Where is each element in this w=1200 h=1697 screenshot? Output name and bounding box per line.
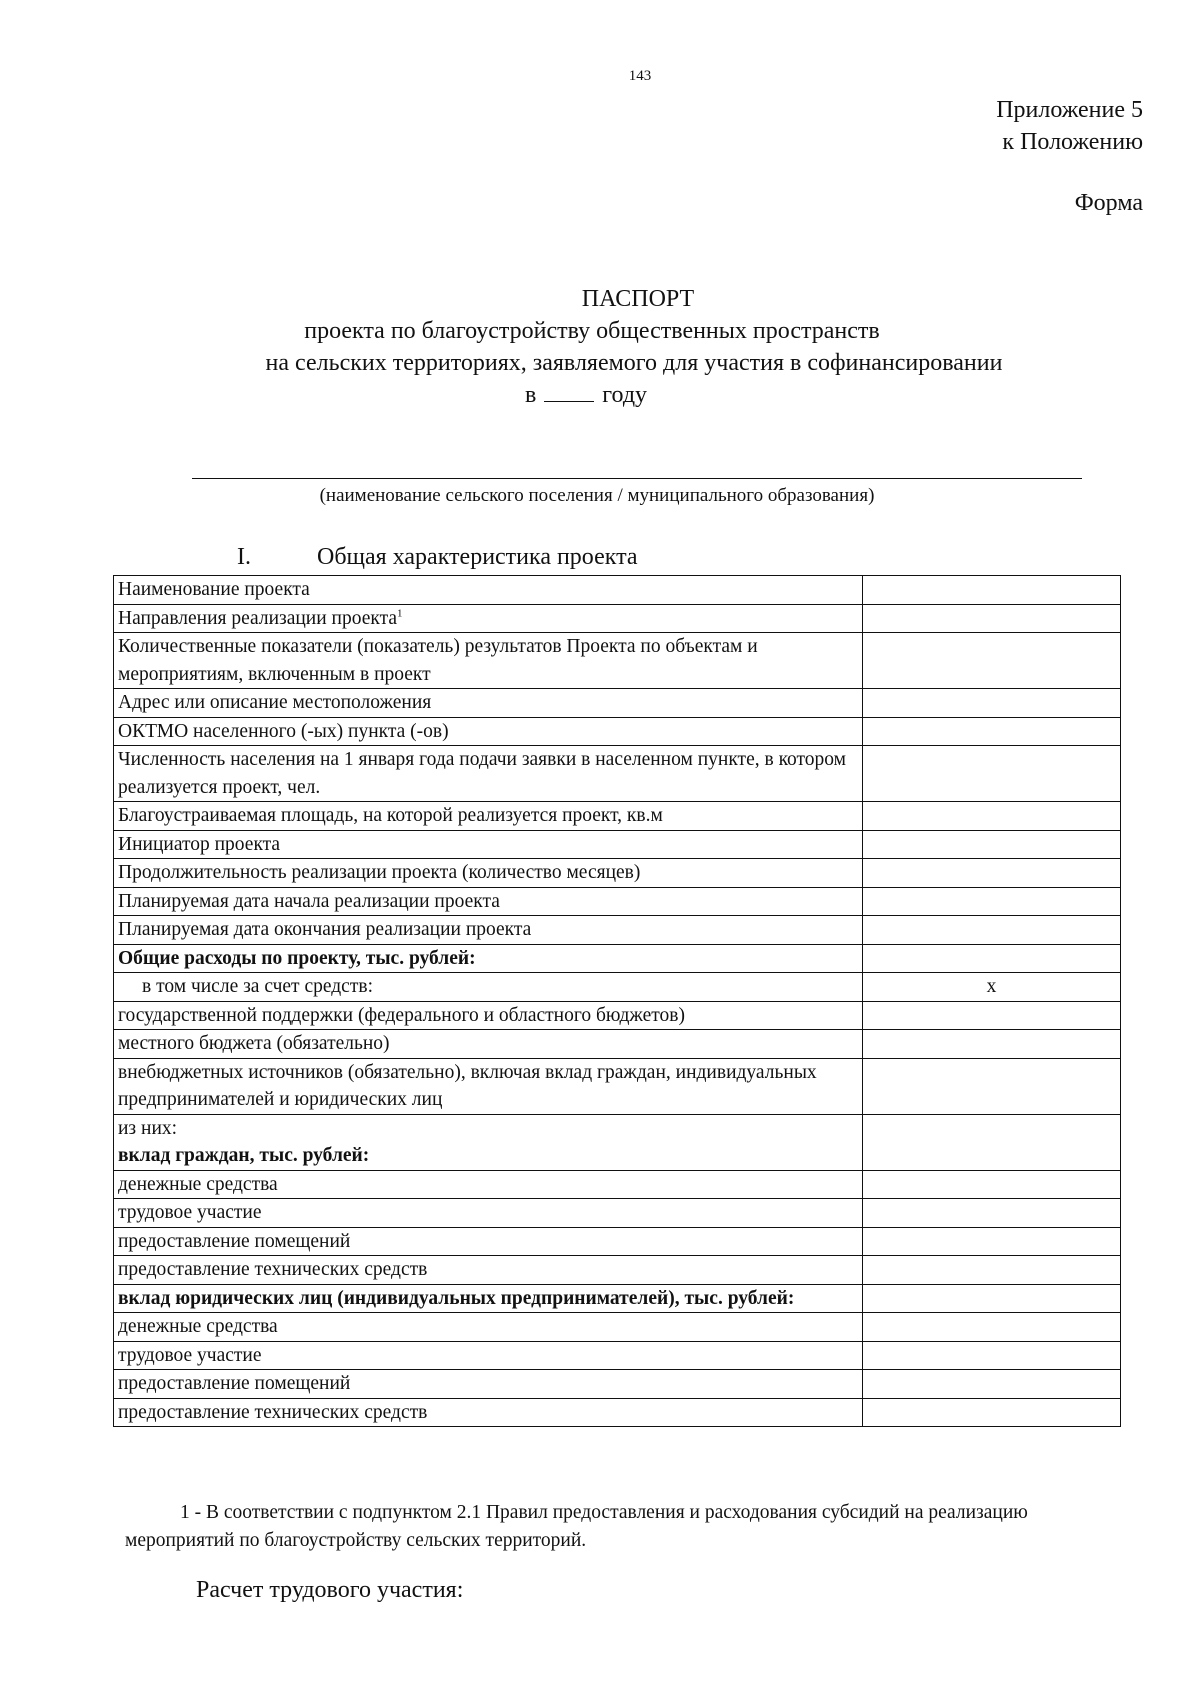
table-row bbox=[114, 746, 1121, 802]
row-label: денежные средства bbox=[118, 1316, 278, 1337]
row-value-cell[interactable] bbox=[863, 944, 1121, 973]
row-value-cell[interactable] bbox=[863, 1114, 1121, 1170]
row-label-cell bbox=[114, 1001, 863, 1030]
table-row bbox=[114, 1170, 1121, 1199]
row-label: предоставление помещений bbox=[118, 1373, 351, 1394]
row-label: предоставление технических средств bbox=[118, 1259, 428, 1280]
row-label-cell bbox=[114, 1058, 863, 1114]
row-label-cell bbox=[114, 1030, 863, 1059]
row-label: денежные средства bbox=[118, 1173, 278, 1195]
table-row bbox=[114, 1227, 1121, 1256]
appendix-line-1: Приложение 5 bbox=[996, 97, 1143, 123]
row-label-cell bbox=[114, 1370, 863, 1399]
row-value-cell[interactable] bbox=[863, 1398, 1121, 1427]
row-label: вклад юридических лиц (индивидуальных предпринимателей), тыс. рублей: bbox=[118, 1287, 795, 1309]
labor-participation-heading: Расчет трудового участия: bbox=[196, 1577, 464, 1603]
table-row bbox=[114, 604, 1121, 633]
row-label-cell bbox=[114, 1170, 863, 1199]
row-label-cell bbox=[114, 717, 863, 746]
table-row bbox=[114, 717, 1121, 746]
row-value-cell[interactable] bbox=[863, 576, 1121, 605]
row-label-cell bbox=[114, 633, 863, 689]
row-value-cell[interactable] bbox=[863, 1170, 1121, 1199]
row-label: трудовое участие bbox=[118, 1344, 262, 1366]
row-value-cell[interactable] bbox=[863, 1256, 1121, 1285]
section-number: I. bbox=[237, 544, 251, 570]
municipality-name-caption: (наименование сельского поселения / муниципального образования) bbox=[319, 485, 875, 506]
row-label-cell bbox=[114, 916, 863, 945]
row-label: в том числе за счет средств: bbox=[142, 976, 373, 997]
row-label: Планируемая дата начала реализации проекта bbox=[118, 890, 500, 912]
project-passport-table bbox=[113, 575, 1121, 1427]
title-line-2: проекта по благоустройству общественных пространств bbox=[304, 318, 880, 344]
row-label-cell bbox=[114, 944, 863, 973]
row-label-cell bbox=[114, 1398, 863, 1427]
year-prefix: в bbox=[524, 382, 537, 408]
row-label: внебюджетных источников (обязательно), включая вклад граждан, индивидуальных предпринимателей и юридических лиц bbox=[118, 1061, 817, 1110]
row-label: Благоустраиваемая площадь, на которой реализуется проект, кв.м bbox=[118, 805, 663, 826]
row-label-cell bbox=[114, 1313, 863, 1342]
row-label: Инициатор проекта bbox=[118, 833, 281, 855]
row-label: Численность населения на 1 января года подачи заявки в населенном пункте, в котором реализуется проект, чел. bbox=[118, 749, 847, 798]
row-value-cell[interactable] bbox=[863, 1058, 1121, 1114]
footnote: 1 - В соответствии с подпунктом 2.1 Правил предоставления и расходования субсидий на реализацию мероприятий по благоустройству сельских территорий. bbox=[125, 1502, 1028, 1551]
appendix-reference bbox=[996, 94, 1143, 158]
section-heading bbox=[237, 544, 638, 571]
row-label-cell bbox=[114, 1227, 863, 1256]
table-row bbox=[114, 633, 1121, 689]
row-value-cell[interactable]: x bbox=[863, 973, 1121, 1002]
appendix-line-2: к Положению bbox=[1002, 129, 1143, 155]
table-row bbox=[114, 1001, 1121, 1030]
row-value-cell[interactable] bbox=[863, 746, 1121, 802]
row-value-cell[interactable] bbox=[863, 1284, 1121, 1313]
row-label-cell bbox=[114, 689, 863, 718]
row-label-cell bbox=[114, 802, 863, 831]
form-label: Форма bbox=[1074, 190, 1143, 216]
table-row bbox=[114, 1341, 1121, 1370]
row-label: предоставление технических средств bbox=[118, 1401, 428, 1423]
row-value-cell[interactable] bbox=[863, 689, 1121, 718]
row-label: местного бюджета (обязательно) bbox=[118, 1033, 390, 1054]
table-row bbox=[114, 1284, 1121, 1313]
row-label-cell bbox=[114, 830, 863, 859]
row-label: трудовое участие bbox=[118, 1202, 262, 1223]
passport-table-body bbox=[114, 576, 1121, 1427]
row-label: из них: bbox=[118, 1117, 178, 1139]
row-label: Общие расходы по проекту, тыс. рублей: bbox=[118, 947, 476, 969]
row-label: Количественные показатели (показатель) результатов Проекта по объектам и мероприятиям, включенным в проект bbox=[118, 636, 758, 685]
year-blank[interactable] bbox=[544, 400, 594, 402]
row-label-cell bbox=[114, 1284, 863, 1313]
row-value-cell[interactable] bbox=[863, 802, 1121, 831]
row-label-cell bbox=[114, 887, 863, 916]
page-number: 143 bbox=[628, 68, 652, 84]
table-row bbox=[114, 802, 1121, 831]
municipality-name-line[interactable] bbox=[192, 478, 1082, 479]
table-row bbox=[114, 859, 1121, 888]
row-label-cell bbox=[114, 1199, 863, 1228]
title-line-3: на сельских территориях, заявляемого для участия в софинансировании bbox=[265, 350, 1003, 376]
row-value-cell[interactable] bbox=[863, 1199, 1121, 1228]
table-row bbox=[114, 830, 1121, 859]
row-label-cell bbox=[114, 576, 863, 605]
row-value-cell[interactable] bbox=[863, 1370, 1121, 1399]
row-value-cell[interactable] bbox=[863, 830, 1121, 859]
row-label-cell bbox=[114, 604, 863, 633]
row-label-cell bbox=[114, 746, 863, 802]
document-title bbox=[0, 283, 1200, 411]
table-row bbox=[114, 973, 1121, 1002]
title-line-4 bbox=[0, 379, 1200, 411]
table-row bbox=[114, 1114, 1121, 1170]
table-row bbox=[114, 887, 1121, 916]
row-label-cell bbox=[114, 973, 863, 1002]
row-label: Адрес или описание местоположения bbox=[118, 692, 432, 713]
table-row bbox=[114, 1370, 1121, 1399]
row-value-cell[interactable] bbox=[863, 1341, 1121, 1370]
row-label: Наименование проекта bbox=[118, 579, 310, 600]
row-label-cell bbox=[114, 1256, 863, 1285]
row-value-cell[interactable] bbox=[863, 887, 1121, 916]
row-value-cell[interactable] bbox=[863, 1001, 1121, 1030]
table-row bbox=[114, 1256, 1121, 1285]
row-label: государственной поддержки (федерального и областного бюджетов) bbox=[118, 1004, 685, 1026]
table-row bbox=[114, 1058, 1121, 1114]
row-value-cell[interactable] bbox=[863, 1313, 1121, 1342]
row-value-cell[interactable] bbox=[863, 859, 1121, 888]
row-label-cell bbox=[114, 1341, 863, 1370]
table-row bbox=[114, 1199, 1121, 1228]
row-label: Продолжительность реализации проекта (количество месяцев) bbox=[118, 862, 641, 883]
table-row bbox=[114, 1030, 1121, 1059]
row-label: ОКТМО населенного (-ых) пункта (-ов) bbox=[118, 720, 449, 742]
row-value-cell[interactable] bbox=[863, 916, 1121, 945]
row-label-cell bbox=[114, 859, 863, 888]
row-label: Направления реализации проекта bbox=[118, 607, 398, 629]
row-value-cell[interactable] bbox=[863, 1227, 1121, 1256]
row-value-cell[interactable] bbox=[863, 1030, 1121, 1059]
row-value-cell[interactable] bbox=[863, 604, 1121, 633]
table-row bbox=[114, 1313, 1121, 1342]
table-row bbox=[114, 944, 1121, 973]
row-value-cell[interactable] bbox=[863, 633, 1121, 689]
row-value-cell[interactable] bbox=[863, 717, 1121, 746]
year-suffix: году bbox=[602, 382, 648, 408]
footnote-marker: 1 bbox=[397, 607, 403, 619]
section-title: Общая характеристика проекта bbox=[317, 544, 638, 570]
table-row bbox=[114, 1398, 1121, 1427]
title-line-1: ПАСПОРТ bbox=[581, 286, 695, 312]
table-row bbox=[114, 576, 1121, 605]
table-row bbox=[114, 916, 1121, 945]
row-sublabel: вклад граждан, тыс. рублей: bbox=[118, 1145, 370, 1166]
row-label-cell bbox=[114, 1114, 863, 1170]
row-label: Планируемая дата окончания реализации проекта bbox=[118, 919, 532, 940]
row-label: предоставление помещений bbox=[118, 1230, 351, 1252]
table-row bbox=[114, 689, 1121, 718]
